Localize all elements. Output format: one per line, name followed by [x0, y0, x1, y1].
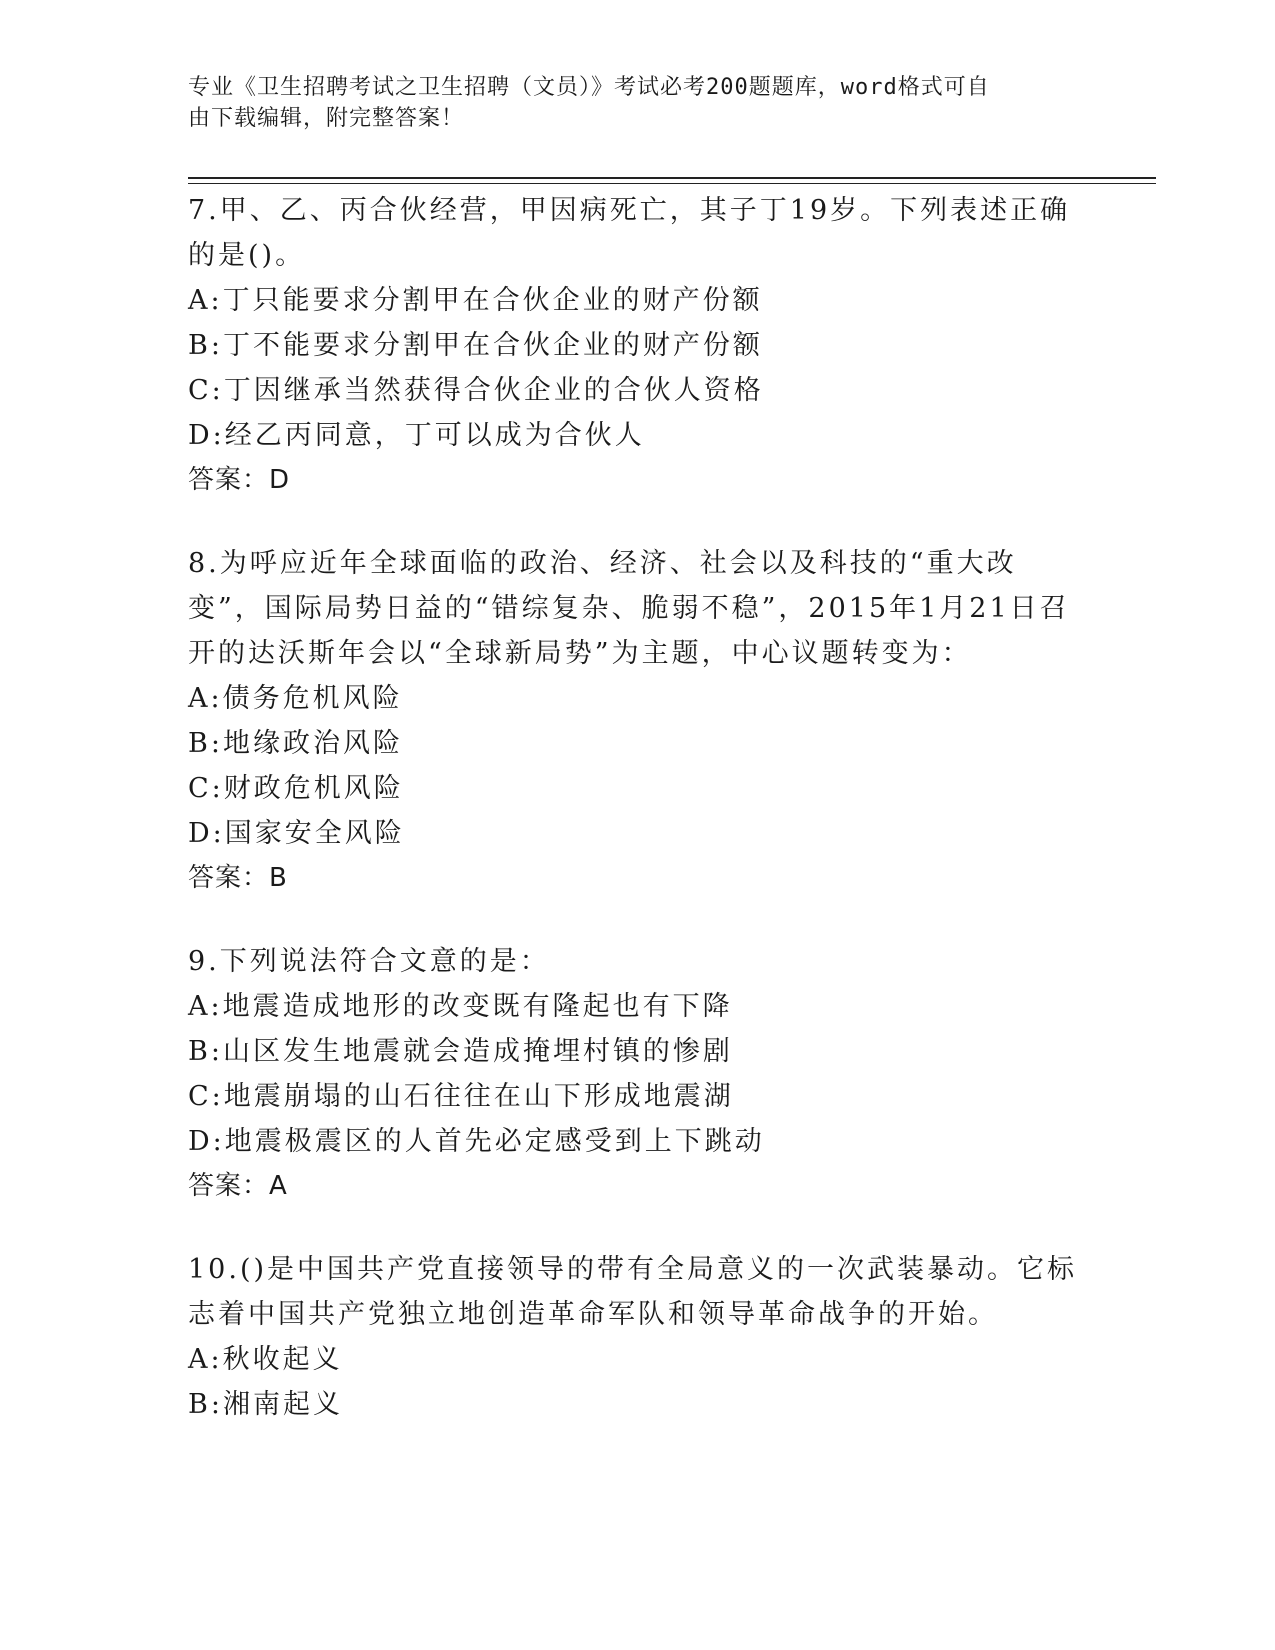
question-7 [188, 188, 1088, 503]
question-list [188, 188, 1088, 1465]
question-stem: 9.下列说法符合文意的是： [188, 946, 550, 977]
question-8 [188, 541, 1088, 901]
option-b: B:地缘政治风险 [188, 728, 403, 759]
document-header [188, 72, 1068, 134]
header-line-1: 专业《卫生招聘考试之卫生招聘（文员）》考试必考200题题库，word格式可自 [188, 75, 990, 100]
answer-label: 答案：B [188, 863, 288, 893]
option-d: D:国家安全风险 [188, 818, 405, 849]
question-10 [188, 1247, 1088, 1427]
option-b: B:山区发生地震就会造成掩埋村镇的惨剧 [188, 1036, 733, 1067]
option-d: D:地震极震区的人首先必定感受到上下跳动 [188, 1126, 765, 1157]
option-b: B:丁不能要求分割甲在合伙企业的财产份额 [188, 330, 763, 361]
option-d: D:经乙丙同意，丁可以成为合伙人 [188, 420, 645, 451]
option-b: B:湘南起义 [188, 1389, 343, 1420]
answer-label: 答案：A [188, 1171, 288, 1201]
option-a: A:债务危机风险 [188, 683, 403, 714]
option-a: A:丁只能要求分割甲在合伙企业的财产份额 [188, 285, 763, 316]
question-stem: 8.为呼应近年全球面临的政治、经济、社会以及科技的“重大改变”，国际局势日益的“错综复杂、脆弱不稳”，2015年1月21日召开的达沃斯年会以“全球新局势”为主题，中心议题转变为： [188, 548, 1070, 669]
option-a: A:地震造成地形的改变既有隆起也有下降 [188, 991, 733, 1022]
header-line-2: 由下载编辑，附完整答案！ [188, 106, 465, 131]
option-c: C:丁因继承当然获得合伙企业的合伙人资格 [188, 375, 764, 406]
option-a: A:秋收起义 [188, 1344, 343, 1375]
header-divider-thick [188, 177, 1156, 179]
question-9 [188, 939, 1088, 1209]
header-divider-thin [188, 183, 1156, 184]
question-stem: 7.甲、乙、丙合伙经营，甲因病死亡，其子丁19岁。下列表述正确的是()。 [188, 195, 1071, 271]
option-c: C:地震崩塌的山石往往在山下形成地震湖 [188, 1081, 734, 1112]
answer-label: 答案：D [188, 465, 291, 495]
option-c: C:财政危机风险 [188, 773, 404, 804]
question-stem: 10.()是中国共产党直接领导的带有全局意义的一次武装暴动。它标志着中国共产党独立地创造革命军队和领导革命战争的开始。 [188, 1254, 1078, 1330]
